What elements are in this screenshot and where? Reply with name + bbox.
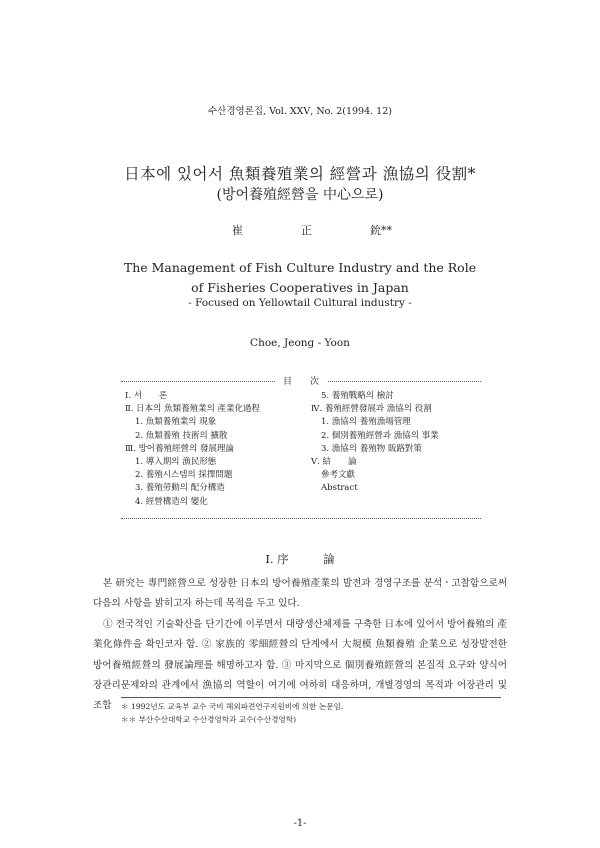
footnote: ＊ 1992년도 교육부 교수 국비 해외파견연구지원비에 의한 논문임.	[121, 702, 344, 711]
korean-subtitle: (방어養殖經營을 中心으로)	[216, 187, 384, 203]
section-heading: Ⅰ. 序 論	[265, 552, 335, 566]
author-name-part: 鈗**	[370, 224, 392, 237]
english-title	[0, 258, 600, 297]
footnotes	[121, 697, 501, 726]
table-of-contents	[121, 377, 481, 519]
footnote: ＊＊ 부산수산대학교 수산경영학과 교수(수산경영학)	[121, 714, 297, 724]
author-english: Choe, Jeong - Yoon	[250, 337, 350, 349]
toc-item: Ⅴ. 結 論	[311, 457, 357, 468]
toc-item: 2. 魚類養殖 技術의 擴散	[135, 430, 228, 441]
toc-item: Ⅳ. 養殖經營發展과 漁協의 役割	[311, 404, 432, 415]
english-subtitle: - Focused on Yellowtail Cultural industry -	[188, 297, 412, 309]
toc-item: 1. 漁協의 養殖漁場管理	[321, 417, 411, 428]
toc-item: Ⅲ. 방어養殖經營의 發展理論	[125, 443, 234, 454]
toc-item: Abstract	[321, 483, 358, 494]
korean-title: 日本에 있어서 魚類養殖業의 經營과 漁協의 役割*	[124, 165, 476, 183]
toc-item: 3. 漁協의 養殖物 販路對策	[321, 443, 422, 454]
toc-item: 5. 養殖戰略의 檢討	[321, 391, 394, 401]
toc-item: 1. 魚類養殖業의 現象	[135, 417, 217, 428]
author-name-part: 正	[301, 224, 312, 237]
english-title-line: The Management of Fish Culture Industry and the Role	[123, 260, 477, 275]
toc-item: 4. 經營構造의 變化	[135, 496, 208, 507]
page-number: -1-	[293, 818, 307, 829]
journal-header: 수산경영론집, Vol. ⅩⅩⅤ, No. 2(1994. 12)	[208, 106, 392, 117]
author-korean	[232, 222, 392, 238]
body-paragraph: 본 研究는 專門經營으로 성장한 日本의 방어養殖產業의 발전과 경영구조를 분석ㆍ고찰함으로써 다음의 사항을 밝히고자 하는데 목적을 두고 있다.	[93, 578, 507, 610]
toc-item: Ⅱ. 日本의 魚類養殖業의 產業化過程	[125, 404, 261, 415]
toc-right-column	[311, 390, 439, 496]
toc-item: 2. 養殖시스템의 採擇問題	[135, 470, 233, 481]
toc-left-column	[125, 390, 260, 509]
english-title-line: of Fisheries Cooperatives in Japan	[191, 279, 409, 295]
toc-label: 目 次	[121, 374, 481, 387]
toc-item: 2. 個別養殖經營과 漁協의 事業	[321, 430, 439, 441]
toc-item: 1. 導入期의 漁民形態	[135, 457, 217, 468]
author-name-part: 崔	[232, 224, 243, 237]
toc-item: Ⅰ. 서 론	[125, 391, 168, 401]
body-paragraph: ① 전국적인 기술확산을 단기간에 이루면서 대량생산체제를 구축한 日本에 있어서 방어養殖의 產業化條件을 확인코자 함. ② 家族的 零細經營의 단계에서 大規模 魚類養殖 企業으로 성장발전한 방어養殖經營의 發展論理를 해명하고자 함. ③ 마지막으로 個別養殖經營의 본질적 요구와 양식어장관리문제와의 관계에서 漁協의 역할이 여기에 여하히 대응하며, 개별경영의 목적과 어장관리 및 조합	[93, 619, 507, 712]
toc-item: 參考文獻	[321, 470, 356, 481]
toc-item: 3. 養殖勞動의 配分構造	[135, 483, 225, 494]
